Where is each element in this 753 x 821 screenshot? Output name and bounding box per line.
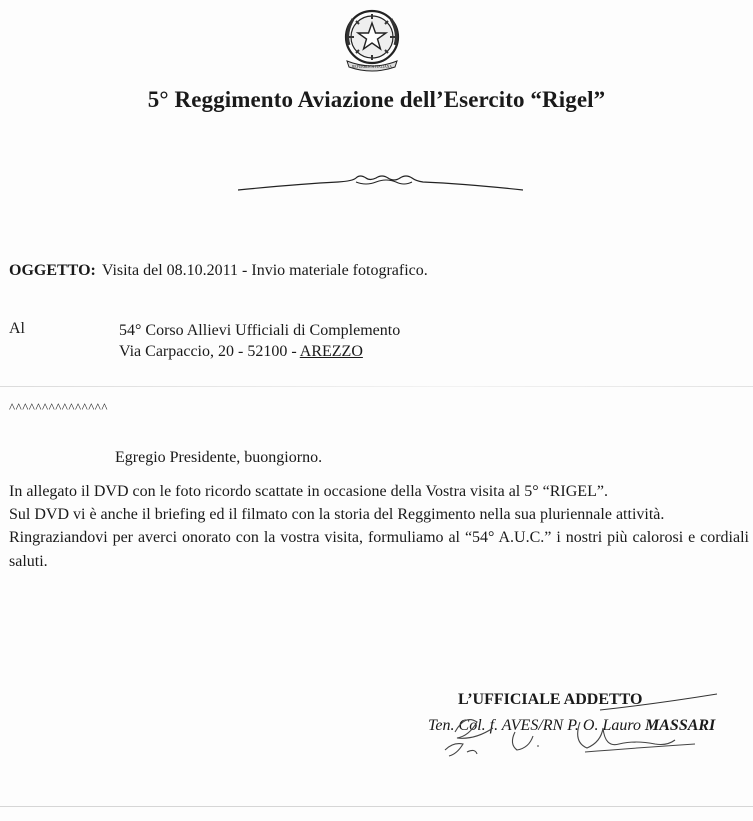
recipient-line-2: [119, 341, 400, 362]
emblem-ribbon-text: REPUBBLICA ITALIANA: [352, 65, 392, 69]
signatory-rank: Ten. Col. f. AVES/RN P. O. Lauro: [428, 717, 646, 734]
decorative-flourish-icon: [238, 170, 523, 198]
recipient-label: Al: [9, 320, 25, 337]
document-title: 5° Reggimento Aviazione dell’Esercito “Rigel”: [147, 87, 606, 112]
recipient-line-1: 54° Corso Allievi Ufficiali di Complemento: [119, 322, 401, 339]
letter-body: [9, 480, 749, 573]
italian-republic-emblem-icon: [337, 5, 407, 75]
paragraph-3: Ringraziandovi per averci onorato con la vostra visita, formuliamo al “54° A.U.C.” i nostri più calorosi e cordiali saluti.: [9, 529, 749, 570]
paragraph-1: In allegato il DVD con le foto ricordo scattate in occasione della Vostra visita al 5° “RIGEL”.: [9, 483, 608, 500]
signatory-title: L’UFFICIALE ADDETTO: [458, 691, 643, 708]
caret-separator: ^^^^^^^^^^^^^^^: [9, 400, 109, 415]
subject-line: [9, 262, 428, 280]
signatory-name: [428, 717, 715, 735]
page-edge: [0, 806, 753, 807]
recipient-city: AREZZO: [299, 343, 363, 360]
subject-text: Visita del 08.10.2011 - Invio materiale fotografico.: [101, 262, 428, 279]
recipient-street: Via Carpaccio, 20 - 52100 -: [119, 343, 300, 360]
signatory-surname: MASSARI: [645, 717, 716, 734]
recipient-address: [119, 320, 400, 362]
paragraph-2: Sul DVD vi è anche il briefing ed il filmato con la storia del Reggimento nella sua pluriennale attività.: [9, 506, 665, 524]
divider: [0, 386, 753, 387]
greeting: Egregio Presidente, buongiorno.: [115, 449, 323, 466]
subject-label: OGGETTO:: [9, 262, 96, 279]
